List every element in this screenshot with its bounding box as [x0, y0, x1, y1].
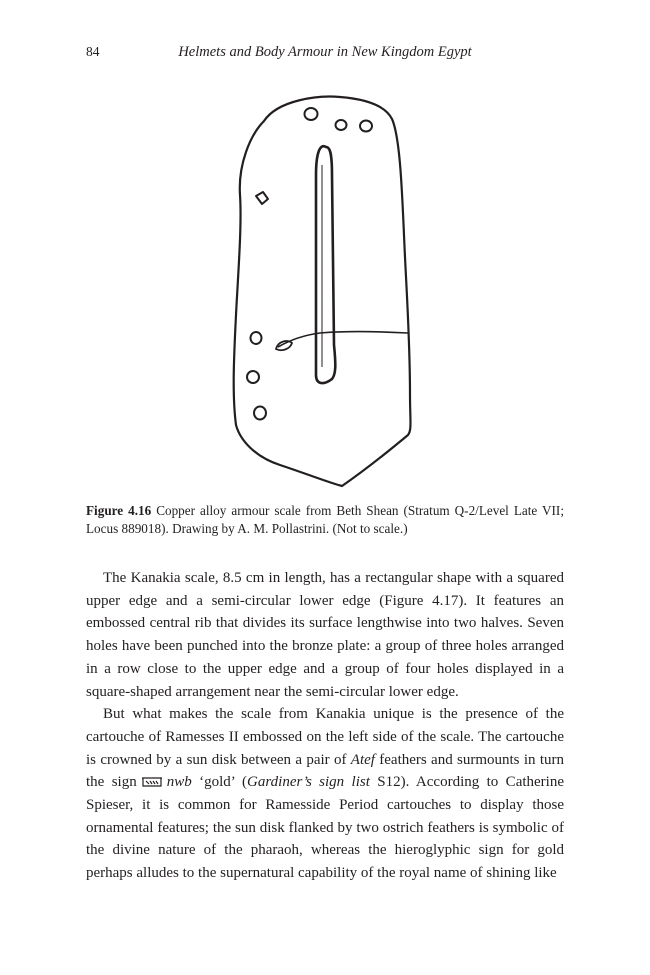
atef-term: Atef [350, 751, 375, 768]
gold-hieroglyph-icon [140, 775, 164, 788]
gardiner-ref: Gardiner’s sign list [247, 774, 370, 791]
hole [247, 371, 259, 383]
paragraph: The Kanakia scale, 8.5 cm in length, has a rectangular shape with a squared upper edge and a semi-circular lower edge (Figure 4.17). It features an embossed central rib that divides its surface lengthwise into two halves. Seven holes have been punched into the bronze plate: a group of three holes arranged in a row close to the upper edge and a group of four holes displayed in a square-shaped arrangement near the semi-circular lower edge. [86, 570, 564, 700]
hole [256, 192, 268, 204]
hole [276, 341, 292, 350]
central-rib [316, 146, 335, 383]
figure-label: Figure 4.16 [86, 503, 152, 518]
hole [360, 121, 372, 132]
hole [251, 332, 262, 344]
body-text [86, 567, 564, 885]
nwb-term: nwb [166, 774, 192, 791]
hole [336, 120, 347, 130]
hole [254, 407, 266, 420]
crack-line [278, 332, 408, 348]
figure-caption-text: Copper alloy armour scale from Beth Shean (Stratum Q-2/Level Late VII; Locus 889018). Drawing by A. M. Pollastrini. (Not to scale.) [86, 503, 564, 536]
running-title: Helmets and Body Armour in New Kingdom Egypt [178, 44, 472, 60]
hole [305, 108, 318, 120]
armour-scale-drawing [220, 95, 425, 490]
paragraph: But what makes the scale from Kanakia unique is the presence of the cartouche of Ramesses II embossed on the left side of the scale. The cartouche is crowned by a sun disk between a pair of Atef feathers and surmounts in turn the sign nwb ‘gold’ (Gardiner’s sign list S12). According to Catherine Spieser, it is common for Ramesside Period cartouches to display those ornamental features; the sun disk flanked by two ostrich feathers is symbolic of the divine nature of the pharaoh, whereas the hieroglyphic sign for gold perhaps alludes to the supernatural capability of the royal name of shining like [86, 706, 564, 882]
figure-caption [86, 502, 564, 537]
page-number: 84 [86, 44, 100, 59]
running-header [86, 44, 564, 66]
